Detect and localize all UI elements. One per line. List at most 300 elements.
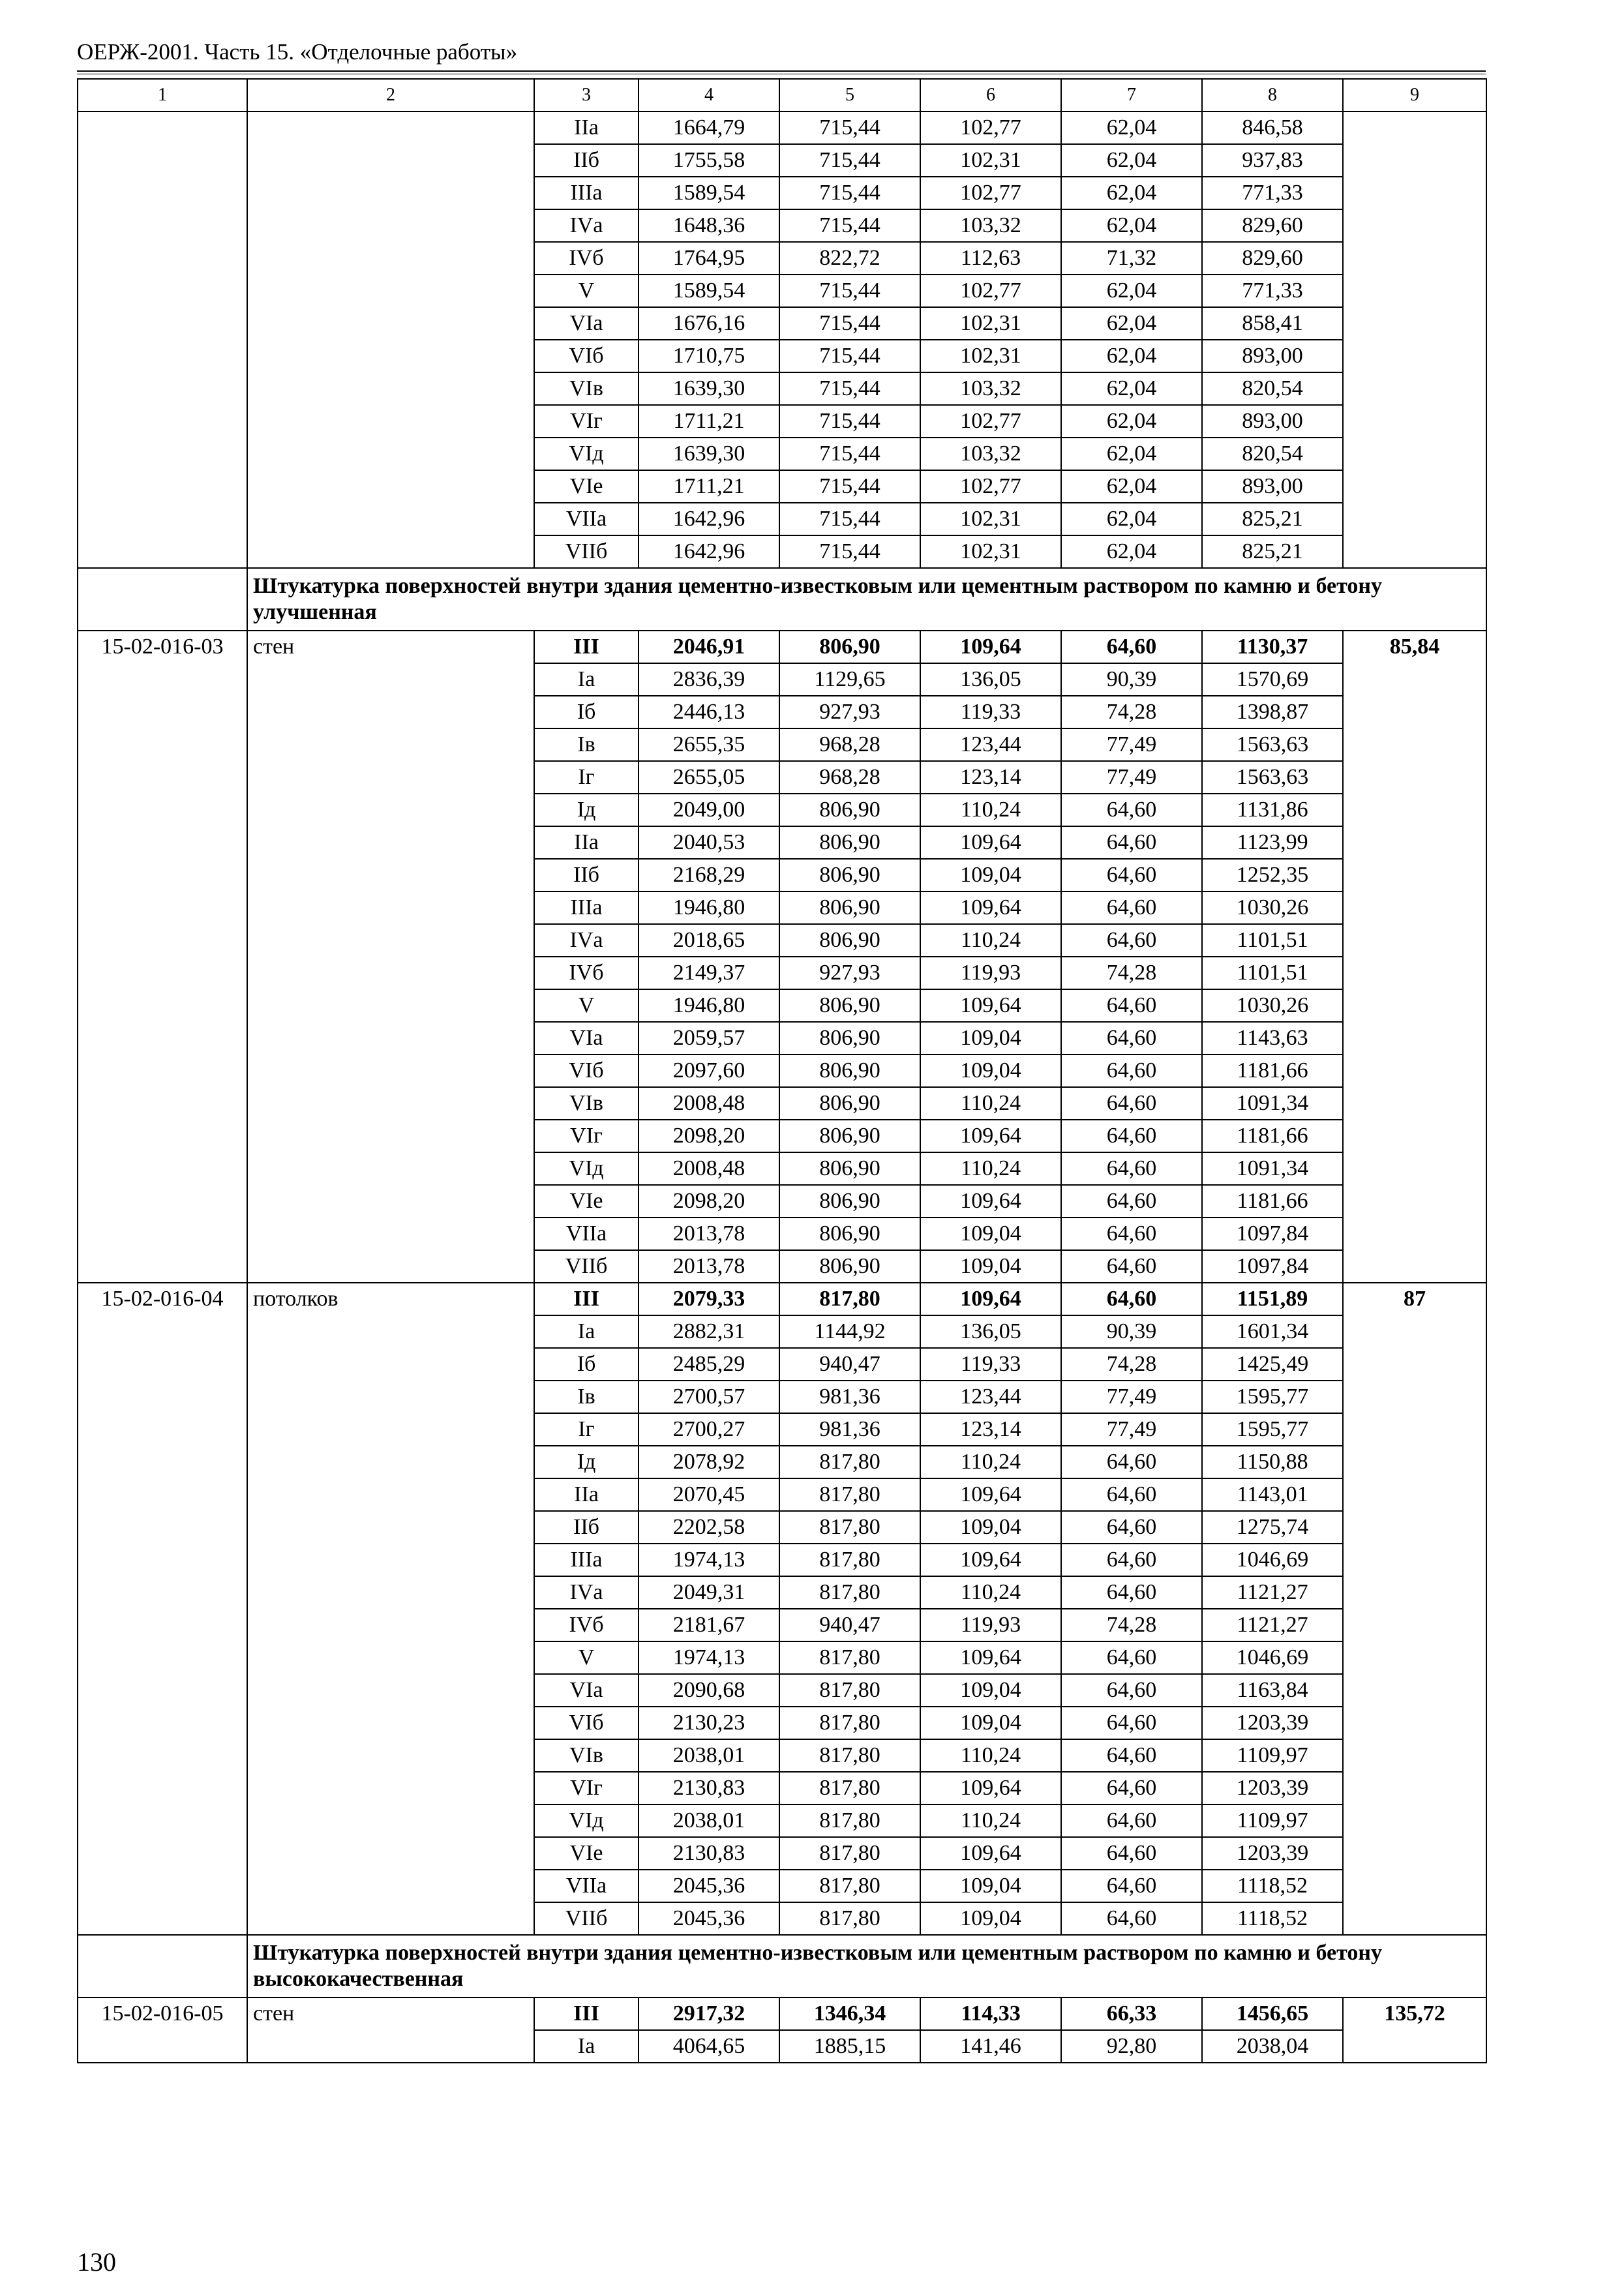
zone-cell: IVб <box>534 242 639 275</box>
section-title: Штукатурка поверхностей внутри здания цементно-известковым или цементным раствором по камню и бетону улучшенная <box>247 568 1486 631</box>
value-cell: 62,04 <box>1061 470 1202 503</box>
value-cell: 1648,36 <box>639 209 779 242</box>
value-cell: 77,49 <box>1061 761 1202 794</box>
value-cell: 114,33 <box>920 1997 1061 2030</box>
table-row <box>78 1283 1486 1315</box>
value-cell: 64,60 <box>1061 891 1202 924</box>
zone-cell: Iа <box>534 2030 639 2063</box>
value-cell: 1570,69 <box>1202 663 1343 696</box>
value-cell: 2038,04 <box>1202 2030 1343 2063</box>
value-cell: 62,04 <box>1061 112 1202 144</box>
value-cell: 1639,30 <box>639 372 779 405</box>
column-number: 5 <box>779 79 920 112</box>
value-cell: 1974,13 <box>639 1641 779 1674</box>
zone-cell: III <box>534 631 639 663</box>
value-cell: 110,24 <box>920 1739 1061 1772</box>
zone-cell: III <box>534 1997 639 2030</box>
zone-cell: VIб <box>534 340 639 372</box>
zone-cell: VIб <box>534 1055 639 1087</box>
value-cell: 1131,86 <box>1202 794 1343 826</box>
value-cell: 1595,77 <box>1202 1381 1343 1413</box>
value-cell: 817,80 <box>779 1804 920 1837</box>
value-cell: 771,33 <box>1202 177 1343 209</box>
value-cell: 102,31 <box>920 144 1061 177</box>
value-cell: 1121,27 <box>1202 1576 1343 1609</box>
value-cell: 1642,96 <box>639 535 779 568</box>
value-cell: 806,90 <box>779 989 920 1022</box>
value-cell: 90,39 <box>1061 663 1202 696</box>
value-cell: 2700,57 <box>639 1381 779 1413</box>
value-cell: 1101,51 <box>1202 957 1343 989</box>
value-cell: 123,14 <box>920 761 1061 794</box>
rate-code: 15-02-016-04 <box>78 1283 247 1935</box>
value-cell: 817,80 <box>779 1902 920 1935</box>
value-cell: 2202,58 <box>639 1511 779 1544</box>
value-cell: 858,41 <box>1202 307 1343 340</box>
zone-cell: IIIа <box>534 177 639 209</box>
value-cell: 1144,92 <box>779 1315 920 1348</box>
value-cell: 1711,21 <box>639 405 779 438</box>
value-cell: 109,64 <box>920 1478 1061 1511</box>
value-cell: 1203,39 <box>1202 1837 1343 1870</box>
value-cell: 109,64 <box>920 1544 1061 1576</box>
value-cell: 136,05 <box>920 1315 1061 1348</box>
value-cell: 820,54 <box>1202 372 1343 405</box>
zone-cell: IIа <box>534 1478 639 1511</box>
value-cell: 109,04 <box>920 1250 1061 1283</box>
value-cell: 74,28 <box>1061 696 1202 728</box>
value-cell: 1946,80 <box>639 891 779 924</box>
zone-cell: VIб <box>534 1707 639 1739</box>
zone-cell: IIа <box>534 826 639 859</box>
value-cell: 771,33 <box>1202 275 1343 307</box>
value-cell: 102,31 <box>920 535 1061 568</box>
column-number: 8 <box>1202 79 1343 112</box>
value-cell: 1595,77 <box>1202 1413 1343 1446</box>
value-cell: 4064,65 <box>639 2030 779 2063</box>
zone-cell: VIе <box>534 470 639 503</box>
value-cell: 1097,84 <box>1202 1250 1343 1283</box>
zone-cell: III <box>534 1283 639 1315</box>
value-cell: 1109,97 <box>1202 1739 1343 1772</box>
value-cell: 1109,97 <box>1202 1804 1343 1837</box>
value-cell: 1101,51 <box>1202 924 1343 957</box>
zone-cell: VIд <box>534 438 639 470</box>
value-cell: 806,90 <box>779 1022 920 1055</box>
value-cell: 1642,96 <box>639 503 779 535</box>
zone-cell: VIд <box>534 1804 639 1837</box>
value-cell: 64,60 <box>1061 1837 1202 1870</box>
value-cell: 806,90 <box>779 631 920 663</box>
value-cell: 62,04 <box>1061 405 1202 438</box>
zone-cell: VIг <box>534 1120 639 1152</box>
value-cell: 1181,66 <box>1202 1120 1343 1152</box>
work-name: стен <box>247 1997 534 2063</box>
value-cell: 62,04 <box>1061 209 1202 242</box>
zone-cell: IVб <box>534 957 639 989</box>
value-cell: 64,60 <box>1061 1902 1202 1935</box>
value-cell: 817,80 <box>779 1576 920 1609</box>
value-cell: 715,44 <box>779 470 920 503</box>
value-cell: 829,60 <box>1202 209 1343 242</box>
value-cell: 2098,20 <box>639 1185 779 1218</box>
value-cell: 715,44 <box>779 112 920 144</box>
value-cell: 1946,80 <box>639 989 779 1022</box>
value-cell: 893,00 <box>1202 470 1343 503</box>
value-cell: 77,49 <box>1061 1413 1202 1446</box>
value-cell: 109,04 <box>920 1218 1061 1250</box>
value-cell: 806,90 <box>779 924 920 957</box>
value-cell: 1181,66 <box>1202 1055 1343 1087</box>
value-cell: 64,60 <box>1061 924 1202 957</box>
value-cell: 715,44 <box>779 177 920 209</box>
zone-cell: VIв <box>534 1739 639 1772</box>
value-cell: 817,80 <box>779 1478 920 1511</box>
value-cell: 64,60 <box>1061 1022 1202 1055</box>
value-cell: 2059,57 <box>639 1022 779 1055</box>
value-cell: 64,60 <box>1061 1055 1202 1087</box>
value-cell: 940,47 <box>779 1348 920 1381</box>
value-cell: 1275,74 <box>1202 1511 1343 1544</box>
value-cell: 817,80 <box>779 1870 920 1902</box>
value-cell: 806,90 <box>779 1185 920 1218</box>
value-cell: 817,80 <box>779 1739 920 1772</box>
value-cell: 1456,65 <box>1202 1997 1343 2030</box>
value-cell: 119,33 <box>920 696 1061 728</box>
value-cell: 109,64 <box>920 891 1061 924</box>
value-cell: 893,00 <box>1202 340 1343 372</box>
value-cell: 119,93 <box>920 1609 1061 1641</box>
page-header: ОЕРЖ-2001. Часть 15. «Отделочные работы» <box>77 39 518 65</box>
value-cell: 102,77 <box>920 177 1061 209</box>
value-cell: 817,80 <box>779 1641 920 1674</box>
value-cell: 2078,92 <box>639 1446 779 1478</box>
value-cell: 64,60 <box>1061 989 1202 1022</box>
zone-cell: Iг <box>534 761 639 794</box>
value-cell: 2038,01 <box>639 1804 779 1837</box>
value-cell: 62,04 <box>1061 144 1202 177</box>
section-spacer <box>78 568 247 631</box>
zone-cell: V <box>534 275 639 307</box>
value-cell: 74,28 <box>1061 1609 1202 1641</box>
value-cell: 64,60 <box>1061 1511 1202 1544</box>
value-cell: 1710,75 <box>639 340 779 372</box>
zone-cell: VIв <box>534 372 639 405</box>
value-cell: 806,90 <box>779 1087 920 1120</box>
value-cell: 1346,34 <box>779 1997 920 2030</box>
value-cell: 2090,68 <box>639 1674 779 1707</box>
value-cell: 2098,20 <box>639 1120 779 1152</box>
value-cell: 1046,69 <box>1202 1641 1343 1674</box>
value-cell: 1091,34 <box>1202 1087 1343 1120</box>
value-cell: 109,04 <box>920 1870 1061 1902</box>
value-cell: 2655,35 <box>639 728 779 761</box>
zone-cell: VIд <box>534 1152 639 1185</box>
value-cell: 64,60 <box>1061 1804 1202 1837</box>
column-number: 4 <box>639 79 779 112</box>
zone-cell: Iа <box>534 1315 639 1348</box>
value-cell: 110,24 <box>920 1152 1061 1185</box>
value-cell: 109,64 <box>920 826 1061 859</box>
value-cell: 1151,89 <box>1202 1283 1343 1315</box>
zone-cell: IVб <box>534 1609 639 1641</box>
value-cell: 109,04 <box>920 859 1061 891</box>
value-cell: 64,60 <box>1061 1283 1202 1315</box>
table-row <box>78 1997 1486 2030</box>
value-cell: 141,46 <box>920 2030 1061 2063</box>
value-cell: 64,60 <box>1061 1544 1202 1576</box>
zone-cell: IVа <box>534 1576 639 1609</box>
value-cell: 817,80 <box>779 1837 920 1870</box>
value-cell: 123,44 <box>920 1381 1061 1413</box>
zone-cell: Iв <box>534 728 639 761</box>
value-cell: 1755,58 <box>639 144 779 177</box>
value-cell: 64,60 <box>1061 1446 1202 1478</box>
value-cell: 806,90 <box>779 891 920 924</box>
value-cell: 102,77 <box>920 405 1061 438</box>
value-cell: 2045,36 <box>639 1902 779 1935</box>
value-cell: 64,60 <box>1061 1120 1202 1152</box>
value-cell: 71,32 <box>1061 242 1202 275</box>
value-cell: 927,93 <box>779 696 920 728</box>
value-cell: 829,60 <box>1202 242 1343 275</box>
value-cell: 64,60 <box>1061 1674 1202 1707</box>
value-cell: 90,39 <box>1061 1315 1202 1348</box>
value-cell: 103,32 <box>920 372 1061 405</box>
value-cell: 109,04 <box>920 1022 1061 1055</box>
zone-cell: Iа <box>534 663 639 696</box>
zone-cell: IIIа <box>534 1544 639 1576</box>
value-cell: 77,49 <box>1061 1381 1202 1413</box>
value-cell: 64,60 <box>1061 1772 1202 1804</box>
value-cell: 1150,88 <box>1202 1446 1343 1478</box>
value-cell: 2070,45 <box>639 1478 779 1511</box>
zone-cell: Iд <box>534 1446 639 1478</box>
zone-cell: IIб <box>534 144 639 177</box>
zone-cell: VIа <box>534 307 639 340</box>
value-cell: 806,90 <box>779 859 920 891</box>
value-cell: 806,90 <box>779 1055 920 1087</box>
value-cell: 1121,27 <box>1202 1609 1343 1641</box>
value-cell: 817,80 <box>779 1674 920 1707</box>
column-number: 3 <box>534 79 639 112</box>
value-cell: 2181,67 <box>639 1609 779 1641</box>
value-cell: 62,04 <box>1061 503 1202 535</box>
value-cell: 112,63 <box>920 242 1061 275</box>
value-cell: 119,33 <box>920 1348 1061 1381</box>
value-cell: 715,44 <box>779 340 920 372</box>
value-cell: 103,32 <box>920 209 1061 242</box>
value-cell: 715,44 <box>779 535 920 568</box>
value-cell: 102,77 <box>920 275 1061 307</box>
value-cell: 123,14 <box>920 1413 1061 1446</box>
value-cell: 64,60 <box>1061 1478 1202 1511</box>
value-cell: 109,64 <box>920 631 1061 663</box>
rate-code <box>78 112 247 568</box>
value-cell: 109,64 <box>920 989 1061 1022</box>
value-cell: 940,47 <box>779 1609 920 1641</box>
value-cell: 109,04 <box>920 1902 1061 1935</box>
value-cell: 2168,29 <box>639 859 779 891</box>
value-cell: 2049,31 <box>639 1576 779 1609</box>
zone-cell: Iб <box>534 696 639 728</box>
value-cell: 102,77 <box>920 112 1061 144</box>
value-cell: 1203,39 <box>1202 1707 1343 1739</box>
value-cell: 1589,54 <box>639 177 779 209</box>
value-cell: 1097,84 <box>1202 1218 1343 1250</box>
value-cell: 1030,26 <box>1202 891 1343 924</box>
value-cell: 119,93 <box>920 957 1061 989</box>
value-cell: 1252,35 <box>1202 859 1343 891</box>
value-cell: 109,04 <box>920 1511 1061 1544</box>
value-cell: 817,80 <box>779 1511 920 1544</box>
value-cell: 2038,01 <box>639 1739 779 1772</box>
labor-cost: 135,72 <box>1343 1997 1486 2063</box>
value-cell: 2655,05 <box>639 761 779 794</box>
section-spacer <box>78 1935 247 1997</box>
page-number: 130 <box>77 2247 116 2277</box>
value-cell: 110,24 <box>920 1576 1061 1609</box>
value-cell: 62,04 <box>1061 340 1202 372</box>
value-cell: 74,28 <box>1061 1348 1202 1381</box>
column-number: 7 <box>1061 79 1202 112</box>
value-cell: 62,04 <box>1061 372 1202 405</box>
value-cell: 64,60 <box>1061 1218 1202 1250</box>
value-cell: 2008,48 <box>639 1152 779 1185</box>
value-cell: 2882,31 <box>639 1315 779 1348</box>
value-cell: 1130,37 <box>1202 631 1343 663</box>
zone-cell: VIа <box>534 1674 639 1707</box>
section-row <box>78 568 1486 631</box>
value-cell: 817,80 <box>779 1772 920 1804</box>
zone-cell: IIб <box>534 1511 639 1544</box>
value-cell: 825,21 <box>1202 535 1343 568</box>
value-cell: 110,24 <box>920 1087 1061 1120</box>
value-cell: 2097,60 <box>639 1055 779 1087</box>
value-cell: 2130,83 <box>639 1837 779 1870</box>
value-cell: 968,28 <box>779 728 920 761</box>
value-cell: 64,60 <box>1061 1185 1202 1218</box>
value-cell: 817,80 <box>779 1544 920 1576</box>
labor-cost <box>1343 112 1486 568</box>
value-cell: 64,60 <box>1061 1739 1202 1772</box>
value-cell: 1563,63 <box>1202 728 1343 761</box>
value-cell: 64,60 <box>1061 794 1202 826</box>
value-cell: 62,04 <box>1061 438 1202 470</box>
zone-cell: VIIа <box>534 1218 639 1250</box>
zone-cell: Iг <box>534 1413 639 1446</box>
value-cell: 1711,21 <box>639 470 779 503</box>
value-cell: 109,64 <box>920 1641 1061 1674</box>
value-cell: 822,72 <box>779 242 920 275</box>
value-cell: 1163,84 <box>1202 1674 1343 1707</box>
value-cell: 1589,54 <box>639 275 779 307</box>
value-cell: 806,90 <box>779 1218 920 1250</box>
value-cell: 981,36 <box>779 1381 920 1413</box>
zone-cell: V <box>534 1641 639 1674</box>
value-cell: 62,04 <box>1061 275 1202 307</box>
value-cell: 2079,33 <box>639 1283 779 1315</box>
value-cell: 110,24 <box>920 1446 1061 1478</box>
value-cell: 1398,87 <box>1202 696 1343 728</box>
value-cell: 64,60 <box>1061 826 1202 859</box>
value-cell: 2485,29 <box>639 1348 779 1381</box>
value-cell: 1676,16 <box>639 307 779 340</box>
value-cell: 2917,32 <box>639 1997 779 2030</box>
value-cell: 715,44 <box>779 144 920 177</box>
value-cell: 2130,23 <box>639 1707 779 1739</box>
value-cell: 64,60 <box>1061 1870 1202 1902</box>
column-number: 1 <box>78 79 247 112</box>
zone-cell: IIа <box>534 112 639 144</box>
value-cell: 806,90 <box>779 826 920 859</box>
value-cell: 715,44 <box>779 503 920 535</box>
value-cell: 2046,91 <box>639 631 779 663</box>
zone-cell: VIIб <box>534 1250 639 1283</box>
value-cell: 2013,78 <box>639 1218 779 1250</box>
value-cell: 109,04 <box>920 1674 1061 1707</box>
value-cell: 77,49 <box>1061 728 1202 761</box>
value-cell: 136,05 <box>920 663 1061 696</box>
value-cell: 820,54 <box>1202 438 1343 470</box>
value-cell: 2045,36 <box>639 1870 779 1902</box>
value-cell: 66,33 <box>1061 1997 1202 2030</box>
value-cell: 2700,27 <box>639 1413 779 1446</box>
section-row <box>78 1935 1486 1997</box>
value-cell: 64,60 <box>1061 1641 1202 1674</box>
zone-cell: VIг <box>534 405 639 438</box>
zone-cell: Iб <box>534 1348 639 1381</box>
value-cell: 715,44 <box>779 209 920 242</box>
zone-cell: VIIб <box>534 535 639 568</box>
value-cell: 92,80 <box>1061 2030 1202 2063</box>
section-title: Штукатурка поверхностей внутри здания цементно-известковым или цементным раствором по камню и бетону высококачественная <box>247 1935 1486 1997</box>
value-cell: 109,04 <box>920 1055 1061 1087</box>
value-cell: 806,90 <box>779 1250 920 1283</box>
value-cell: 102,31 <box>920 340 1061 372</box>
value-cell: 123,44 <box>920 728 1061 761</box>
value-cell: 1764,95 <box>639 242 779 275</box>
value-cell: 62,04 <box>1061 307 1202 340</box>
value-cell: 817,80 <box>779 1283 920 1315</box>
value-cell: 102,77 <box>920 470 1061 503</box>
zone-cell: VIIб <box>534 1902 639 1935</box>
rates-table <box>77 78 1487 2063</box>
value-cell: 1123,99 <box>1202 826 1343 859</box>
value-cell: 1030,26 <box>1202 989 1343 1022</box>
value-cell: 817,80 <box>779 1707 920 1739</box>
value-cell: 2130,83 <box>639 1772 779 1804</box>
value-cell: 109,64 <box>920 1772 1061 1804</box>
value-cell: 62,04 <box>1061 177 1202 209</box>
value-cell: 109,64 <box>920 1283 1061 1315</box>
zone-cell: VIв <box>534 1087 639 1120</box>
zone-cell: Iд <box>534 794 639 826</box>
value-cell: 103,32 <box>920 438 1061 470</box>
value-cell: 2013,78 <box>639 1250 779 1283</box>
column-number: 6 <box>920 79 1061 112</box>
value-cell: 1974,13 <box>639 1544 779 1576</box>
zone-cell: IIб <box>534 859 639 891</box>
value-cell: 64,60 <box>1061 1576 1202 1609</box>
value-cell: 1425,49 <box>1202 1348 1343 1381</box>
value-cell: 715,44 <box>779 405 920 438</box>
value-cell: 102,31 <box>920 307 1061 340</box>
value-cell: 715,44 <box>779 438 920 470</box>
value-cell: 109,04 <box>920 1707 1061 1739</box>
value-cell: 109,64 <box>920 1837 1061 1870</box>
column-number: 2 <box>247 79 534 112</box>
